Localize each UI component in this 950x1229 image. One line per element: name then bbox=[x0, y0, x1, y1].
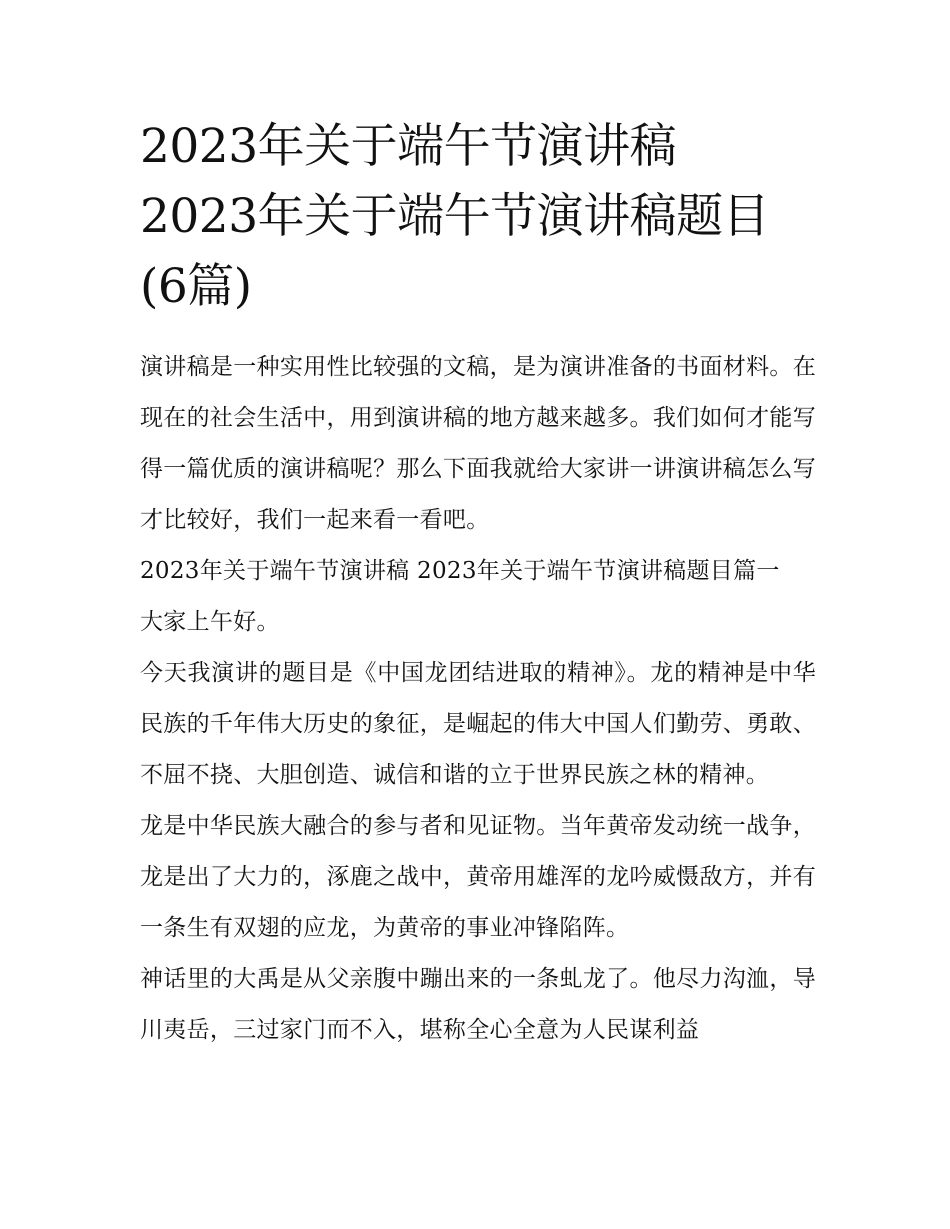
paragraph-topic: 今天我演讲的题目是《中国龙团结进取的精神》。龙的精神是中华民族的千年伟大历史的象征，是崛起的伟大中国人们勤劳、勇敢、不屈不挠、大胆创造、诚信和谐的立于世界民族之林的精神。 bbox=[140, 660, 816, 788]
document-title bbox=[140, 112, 816, 322]
document-body bbox=[140, 342, 816, 1056]
document-page bbox=[140, 112, 816, 1056]
paragraph-dayu: 神话里的大禹是从父亲腹中蹦出来的一条虬龙了。他尽力沟洫，导川夷岳，三过家门而不入，堪称全心全意为人民谋利益 bbox=[140, 966, 816, 1043]
title-line-1: 2023年关于端午节演讲稿 bbox=[140, 119, 677, 174]
paragraph-section-heading: 2023年关于端午节演讲稿 2023年关于端午节演讲稿题目篇一 bbox=[140, 558, 780, 584]
paragraph-greeting: 大家上午好。 bbox=[140, 609, 280, 635]
paragraph-dragon-unity: 龙是中华民族大融合的参与者和见证物。当年黄帝发动统一战争，龙是出了大力的，涿鹿之战中，黄帝用雄浑的龙吟威慑敌方，并有一条生有双翅的应龙，为黄帝的事业冲锋陷阵。 bbox=[140, 813, 816, 941]
paragraph-intro: 演讲稿是一种实用性比较强的文稿，是为演讲准备的书面材料。在现在的社会生活中，用到演讲稿的地方越来越多。我们如何才能写得一篇优质的演讲稿呢？那么下面我就给大家讲一讲演讲稿怎么写才比较好，我们一起来看一看吧。 bbox=[140, 354, 816, 533]
title-line-2: 2023年关于端午节演讲稿题目 bbox=[140, 189, 770, 244]
title-line-3: (6篇) bbox=[140, 259, 252, 314]
